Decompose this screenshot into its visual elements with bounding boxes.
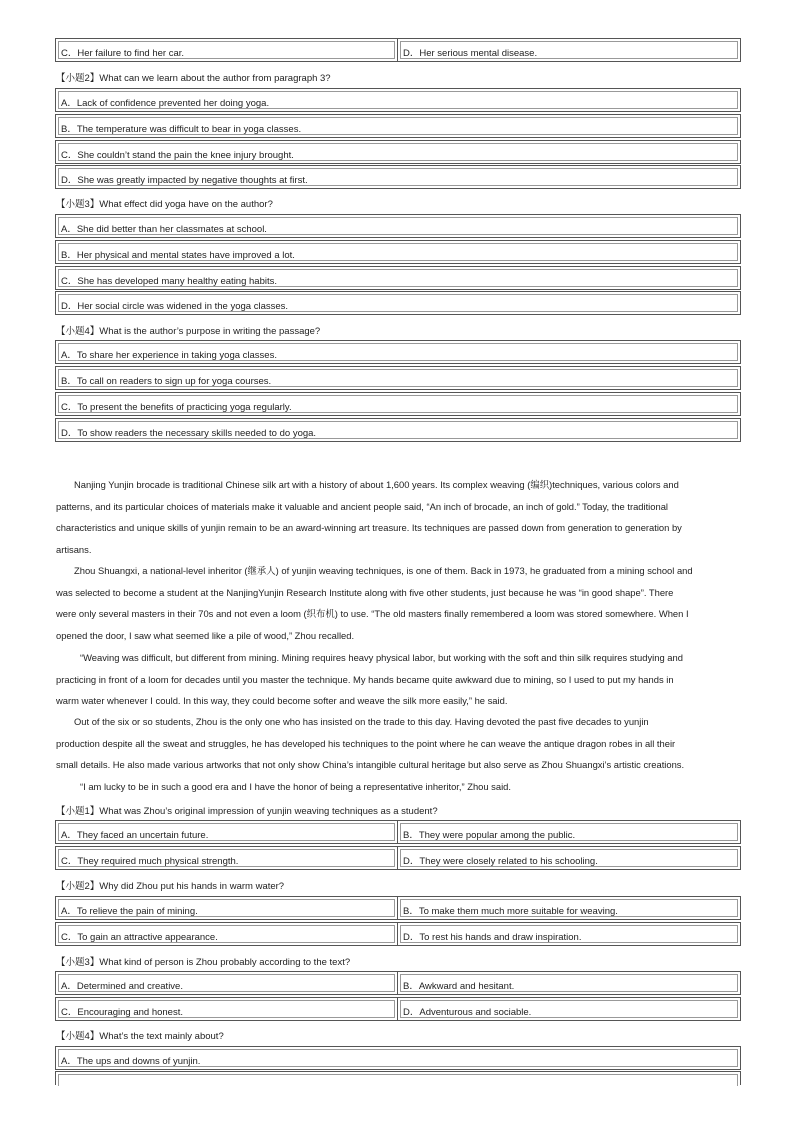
option-q3-c[interactable] bbox=[55, 266, 741, 290]
text-line: characteristics and unique skills of yunjin remain to be an award-winning art treasure. Its techniques are passed down from generation to generation by bbox=[56, 522, 682, 533]
text-line: warm water whenever I could. In this way, they could become softer and weave the silk more easily,” he said. bbox=[56, 695, 508, 706]
text-line: Nanjing Yunjin brocade is traditional Chinese silk art with a history of about 1,600 years. Its complex weaving (编织)techniques, various colors and bbox=[74, 479, 679, 490]
option-label: B．To call on readers to sign up for yoga courses. bbox=[61, 376, 272, 387]
option-label: D．She was greatly impacted by negative thoughts at first. bbox=[61, 175, 308, 186]
option-q2-b[interactable] bbox=[397, 896, 741, 920]
option-label: A．To share her experience in taking yoga classes. bbox=[61, 350, 277, 361]
option-q3-d[interactable] bbox=[55, 291, 741, 315]
option-q1-c[interactable] bbox=[55, 846, 398, 870]
option-label: D．Her serious mental disease. bbox=[403, 48, 538, 59]
option-q4-d[interactable] bbox=[55, 418, 741, 442]
passage-paragraph-4 bbox=[56, 711, 742, 776]
option-q2-d[interactable] bbox=[55, 165, 741, 189]
option-label: D．They were closely related to his schooling. bbox=[403, 856, 598, 867]
option-q1-d[interactable] bbox=[397, 38, 741, 62]
option-q2-d[interactable] bbox=[397, 922, 741, 946]
option-label: A．Determined and creative. bbox=[61, 981, 183, 992]
option-label: B．Her physical and mental states have improved a lot. bbox=[61, 250, 295, 261]
question-stem-q2: 【小题2】Why did Zhou put his hands in warm water? bbox=[56, 881, 285, 892]
text-line: were only several masters in their 70s and not even a loom (织布机) to use. “The old masters finally remembered a loom was stored somewhere. When I bbox=[56, 608, 689, 619]
option-label: C．She couldn’t stand the pain the knee injury brought. bbox=[61, 150, 294, 161]
passage-paragraph-2 bbox=[56, 560, 742, 646]
option-label: D．To rest his hands and draw inspiration. bbox=[403, 932, 582, 943]
option-q2-a[interactable] bbox=[55, 88, 741, 112]
text-line: “Weaving was difficult, but different from mining. Mining requires heavy physical labor, but working with the soft and thin silk requires studying and bbox=[80, 652, 683, 663]
option-label: A．To relieve the pain of mining. bbox=[61, 906, 198, 917]
option-q4-b[interactable] bbox=[55, 366, 741, 390]
option-q4-c[interactable] bbox=[55, 392, 741, 416]
question-stem-q4: 【小题4】What’s the text mainly about? bbox=[56, 1031, 224, 1042]
text-line: opened the door, I saw what seemed like a pile of wood,” Zhou recalled. bbox=[56, 629, 355, 641]
question-stem-q4: 【小题4】What is the author’s purpose in writing the passage? bbox=[56, 326, 321, 337]
option-q2-c[interactable] bbox=[55, 922, 398, 946]
question-stem-q1: 【小题1】What was Zhou’s original impression of yunjin weaving techniques as a student? bbox=[56, 806, 438, 817]
option-label: A．She did better than her classmates at school. bbox=[61, 224, 267, 235]
passage-paragraph-5 bbox=[56, 776, 742, 798]
option-q4-a[interactable] bbox=[55, 340, 741, 364]
option-q3-a[interactable] bbox=[55, 971, 398, 995]
option-q3-b[interactable] bbox=[55, 240, 741, 264]
text-line: patterns, and its particular choices of materials make it valuable and ancient people said, “An inch of brocade, an inch of gold.” Today, the traditional bbox=[56, 500, 668, 512]
question-stem-q3: 【小题3】What effect did yoga have on the author? bbox=[56, 199, 273, 210]
option-label: C．Encouraging and honest. bbox=[61, 1007, 183, 1018]
text-line: “I am lucky to be in such a good era and I have the honor of being a representative inheritor,” Zhou said. bbox=[80, 781, 511, 792]
option-q2-b[interactable] bbox=[55, 114, 741, 138]
option-label: D．Her social circle was widened in the yoga classes. bbox=[61, 301, 289, 312]
text-line: Zhou Shuangxi, a national-level inheritor (继承人) of yunjin weaving techniques, is one of them. Back in 1973, he graduated from a mining school and bbox=[74, 565, 693, 576]
option-q1-c[interactable] bbox=[55, 38, 398, 62]
passage-paragraph-3 bbox=[56, 647, 742, 712]
question-stem-q3: 【小题3】What kind of person is Zhou probably according to the text? bbox=[56, 957, 351, 968]
option-q4-b[interactable] bbox=[55, 1071, 741, 1085]
option-label: D．Adventurous and sociable. bbox=[403, 1007, 532, 1018]
option-label: C．Her failure to find her car. bbox=[61, 48, 185, 59]
passage-paragraph-1 bbox=[56, 474, 742, 560]
option-q2-a[interactable] bbox=[55, 896, 398, 920]
option-label: A．The ups and downs of yunjin. bbox=[61, 1056, 201, 1067]
option-label: B．They were popular among the public. bbox=[403, 830, 576, 841]
option-label: C．She has developed many healthy eating habits. bbox=[61, 276, 277, 287]
option-q1-a[interactable] bbox=[55, 820, 398, 844]
option-label: C．To present the benefits of practicing yoga regularly. bbox=[61, 402, 292, 413]
option-label: C．To gain an attractive appearance. bbox=[61, 932, 218, 943]
option-label: C．They required much physical strength. bbox=[61, 856, 239, 867]
question-stem-q2: 【小题2】What can we learn about the author from paragraph 3? bbox=[56, 73, 331, 84]
option-label: B．The temperature was difficult to bear in yoga classes. bbox=[61, 124, 302, 135]
option-label: B．Awkward and hesitant. bbox=[403, 981, 515, 992]
option-q1-d[interactable] bbox=[397, 846, 741, 870]
text-line: Out of the six or so students, Zhou is the only one who has insisted on the trade to this day. Having devoted the past five decades to yunjin bbox=[74, 716, 649, 727]
text-line: small details. He also made various artworks that not only show China’s intangible cultural heritage but also serve as Zhou Shuangxi’s artistic creations. bbox=[56, 759, 685, 770]
option-label: A．They faced an uncertain future. bbox=[61, 830, 209, 841]
option-label: B．To make them much more suitable for weaving. bbox=[403, 906, 618, 917]
option-q1-b[interactable] bbox=[397, 820, 741, 844]
option-q2-c[interactable] bbox=[55, 140, 741, 164]
text-line: practicing in front of a loom for decades until you master the technique. My hands became quite awkward due to mining, so I used to put my hands in bbox=[56, 673, 674, 685]
option-label: A．Lack of confidence prevented her doing yoga. bbox=[61, 98, 270, 109]
option-q4-a[interactable] bbox=[55, 1046, 741, 1070]
text-line: was selected to become a student at the NanjingYunjin Research Institute along with five other students, just because he was “in good shape”. There bbox=[56, 586, 674, 598]
option-label: D．To show readers the necessary skills needed to do yoga. bbox=[61, 428, 317, 439]
option-q3-a[interactable] bbox=[55, 214, 741, 238]
option-q3-d[interactable] bbox=[397, 997, 741, 1021]
text-line: production despite all the sweat and struggles, he has developed his techniques to the point where he can weave the antique dragon robes in all their bbox=[56, 737, 676, 749]
option-q3-c[interactable] bbox=[55, 997, 398, 1021]
text-line: artisans. bbox=[56, 543, 92, 555]
option-q3-b[interactable] bbox=[397, 971, 741, 995]
